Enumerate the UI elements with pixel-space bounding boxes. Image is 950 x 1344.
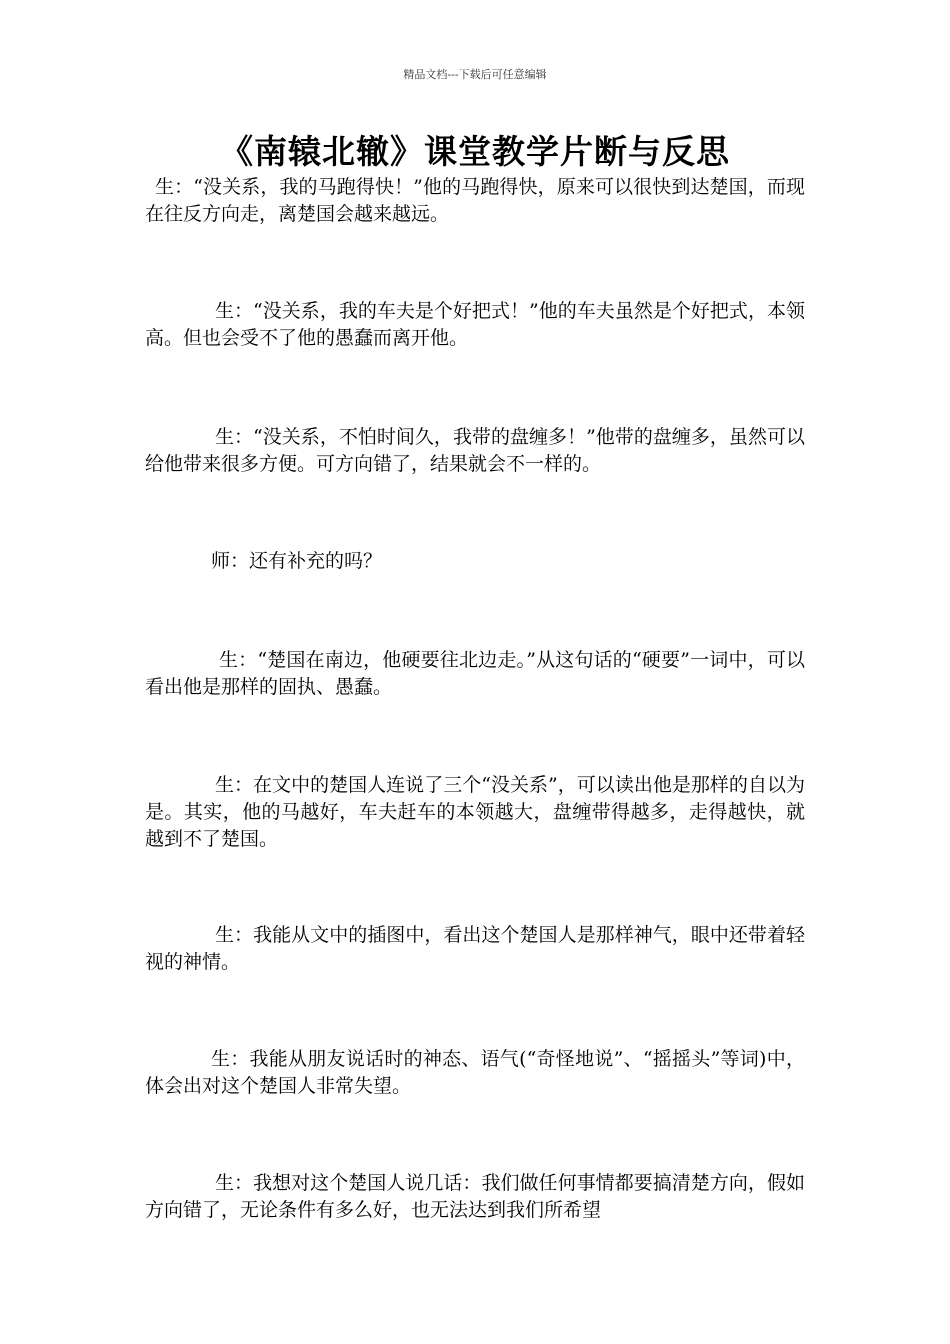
paragraph-5: 生：“楚国在南边，他硬要往北边走。”从这句话的“硬要”一词中，可以看出他是那样的固执、愚蠢。 xyxy=(145,649,805,698)
paragraph-2: 生：“没关系，我的车夫是个好把式！”他的车夫虽然是个好把式，本领高。但也会受不了他的愚蠢而离开他。 xyxy=(145,300,805,349)
paragraph-7: 生：我能从文中的插图中，看出这个楚国人是那样神气，眼中还带着轻视的神情。 xyxy=(145,924,805,973)
paragraph-9: 生：我想对这个楚国人说几话：我们做任何事情都要搞清楚方向，假如方向错了，无论条件有多么好，也无法达到我们所希望 xyxy=(145,1172,805,1221)
paragraph-1: 生：“没关系，我的马跑得快！”他的马跑得快，原来可以很快到达楚国，而现在往反方向走，离楚国会越来越远。 xyxy=(145,176,805,225)
paragraph-8: 生：我能从朋友说话时的神态、语气(“奇怪地说”、“摇摇头”等词)中，体会出对这个楚国人非常失望。 xyxy=(145,1048,805,1097)
paragraph-3: 生：“没关系，不怕时间久，我带的盘缠多！”他带的盘缠多，虽然可以给他带来很多方便。可方向错了，结果就会不一样的。 xyxy=(145,426,805,475)
page-header-note: 精品文档---下载后可任意编辑 xyxy=(403,68,547,81)
document-title: 《南辕北辙》课堂教学片断与反思 xyxy=(220,132,730,171)
paragraph-4: 师：还有补充的吗？ xyxy=(211,550,383,572)
paragraph-6: 生：在文中的楚国人连说了三个“没关系”，可以读出他是那样的自以为是。其实，他的马越好，车夫赶车的本领越大，盘缠带得越多，走得越快，就越到不了楚国。 xyxy=(145,774,805,850)
